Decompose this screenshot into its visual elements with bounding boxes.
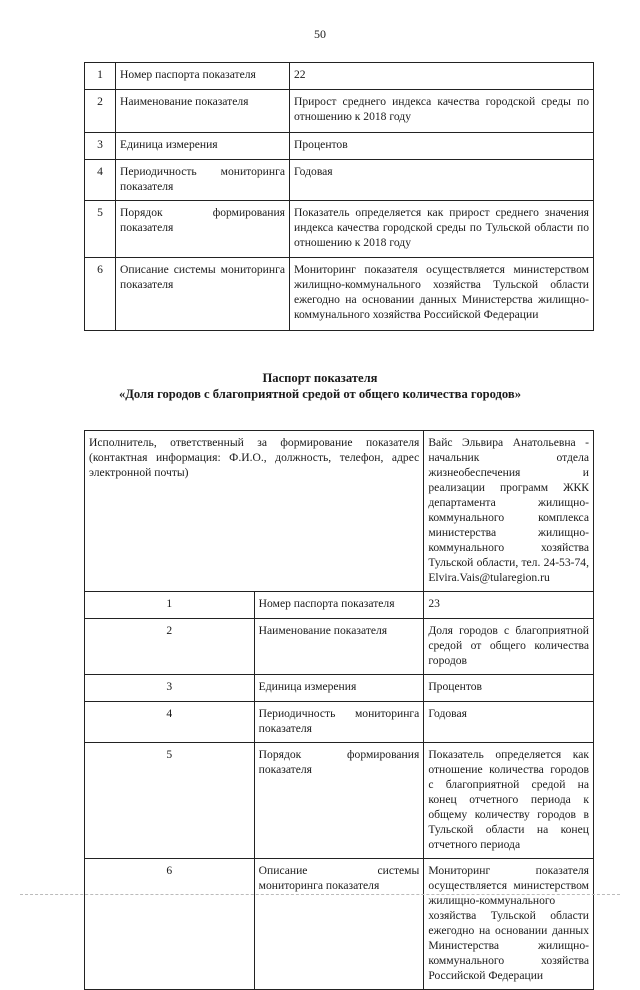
executor-value: Вайс Эльвира Анатольевна - начальник отдела жизнеобеспечения и реализации программ ЖКК департамента жилищно-коммунального комплекса министерства жилищно-коммунального хозяйства Тульской области, тел. 24-53-74, Elvira.Vais@tularegion.ru: [424, 431, 594, 592]
passport-title-line2: «Доля городов с благоприятной средой от общего количества городов»: [118, 387, 522, 401]
row-value: Прирост среднего индекса качества городской среды по отношению к 2018 году: [290, 90, 594, 133]
row-label: Порядок формирования показателя: [254, 743, 424, 859]
row-number: 4: [85, 702, 255, 743]
row-number: 5: [85, 201, 116, 258]
table-row: [85, 63, 594, 90]
row-value: Показатель определяется как прирост среднего значения индекса качества городской среды по Тульской области по отношению к 2018 году: [290, 201, 594, 258]
row-label: Наименование показателя: [116, 90, 290, 133]
executor-row: [85, 431, 594, 592]
table-row: [85, 675, 594, 702]
row-number: 6: [85, 859, 255, 990]
row-value: Годовая: [290, 160, 594, 201]
row-value: 23: [424, 592, 594, 619]
table-row: [85, 743, 594, 859]
row-label: Периодичность мониторинга показателя: [254, 702, 424, 743]
row-number: 3: [85, 675, 255, 702]
table-row: [85, 619, 594, 675]
table-row: [85, 592, 594, 619]
table-row: [85, 859, 594, 990]
table-row: [85, 160, 594, 201]
row-number: 4: [85, 160, 116, 201]
row-value: Процентов: [424, 675, 594, 702]
row-number: 2: [85, 619, 255, 675]
table-row: [85, 702, 594, 743]
row-label: Наименование показателя: [254, 619, 424, 675]
page-number: 50: [314, 27, 326, 41]
table-row: [85, 90, 594, 133]
row-value: Процентов: [290, 133, 594, 160]
row-label: Описание системы мониторинга показателя: [254, 859, 424, 990]
row-label: Номер паспорта показателя: [116, 63, 290, 90]
footer-divider: [20, 894, 620, 895]
row-value: Годовая: [424, 702, 594, 743]
row-value: 22: [290, 63, 594, 90]
row-label: Единица измерения: [116, 133, 290, 160]
table-row: [85, 133, 594, 160]
executor-label: Исполнитель, ответственный за формирование показателя (контактная информация: Ф.И.О., должность, телефон, адрес электронной почты): [85, 431, 424, 592]
row-label: Номер паспорта показателя: [254, 592, 424, 619]
passport-title: [0, 370, 640, 402]
row-label: Периодичность мониторинга показателя: [116, 160, 290, 201]
indicator-passport-table-22: [84, 62, 594, 331]
table-row: [85, 258, 594, 331]
row-value: Доля городов с благоприятной средой от общего количества городов: [424, 619, 594, 675]
row-value: Мониторинг показателя осуществляется министерством жилищно-коммунального хозяйства Тульской области ежегодно на основании данных Министерства жилищно-коммунального хозяйства Российской Федерации: [424, 859, 594, 990]
row-number: 1: [85, 63, 116, 90]
table-row: [85, 201, 594, 258]
row-label: Описание системы мониторинга показателя: [116, 258, 290, 331]
row-label: Единица измерения: [254, 675, 424, 702]
row-number: 1: [85, 592, 255, 619]
row-label: Порядок формирования показателя: [116, 201, 290, 258]
row-number: 2: [85, 90, 116, 133]
row-number: 5: [85, 743, 255, 859]
row-number: 6: [85, 258, 116, 331]
row-number: 3: [85, 133, 116, 160]
indicator-passport-table-23: [84, 430, 594, 990]
row-value: Показатель определяется как отношение количества городов с благоприятной средой на конец отчетного периода к общему количеству городов в Тульской области на конец отчетного периода: [424, 743, 594, 859]
row-value: Мониторинг показателя осуществляется министерством жилищно-коммунального хозяйства Тульской области ежегодно на основании данных Министерства жилищно-коммунального хозяйства Российской Федерации: [290, 258, 594, 331]
passport-title-line1: Паспорт показателя: [262, 371, 378, 385]
